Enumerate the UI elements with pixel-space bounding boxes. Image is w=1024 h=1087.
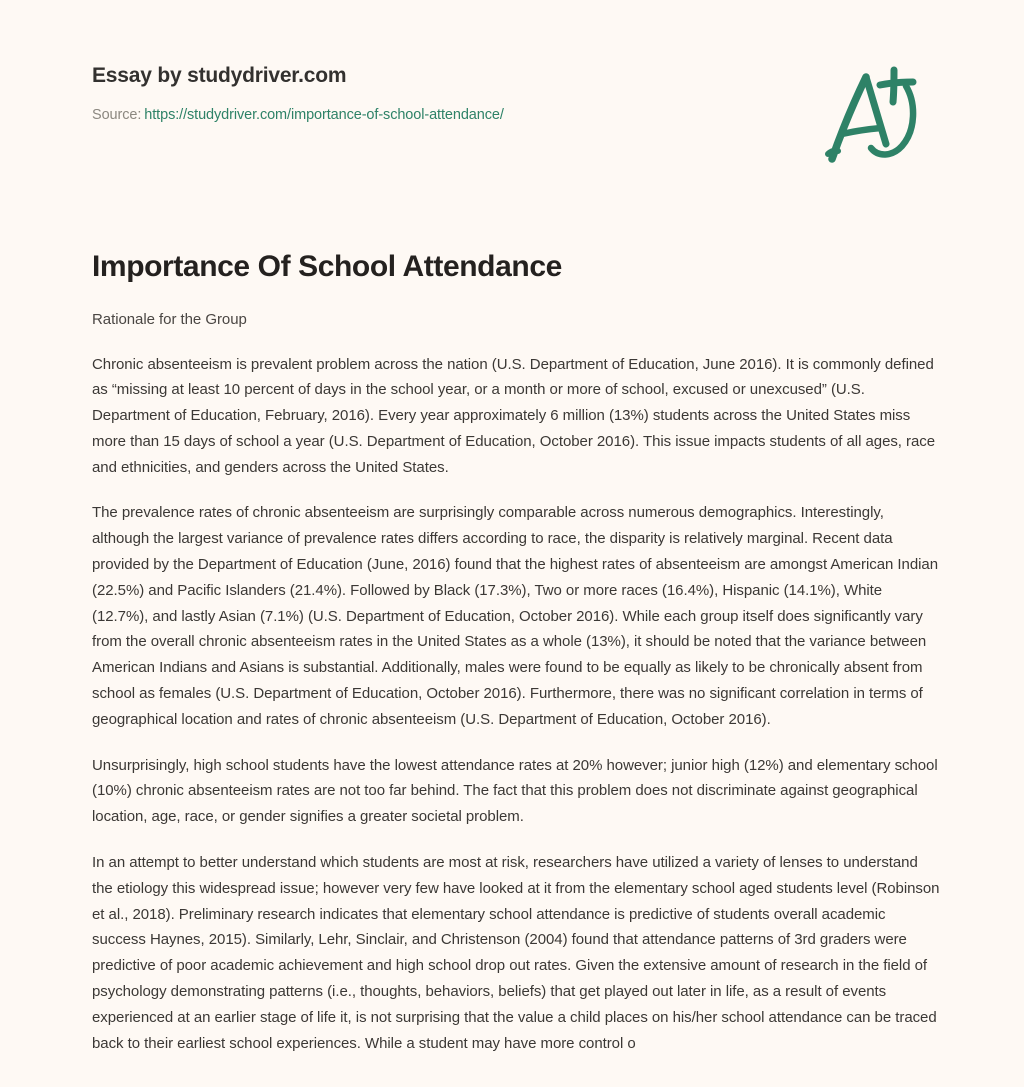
essay-attribution-heading: Essay by studydriver.com bbox=[92, 64, 347, 87]
body-paragraph: Unsurprisingly, high school students have the lowest attendance rates at 20% however; junior high (12%) and elementary school (10%) chronic absenteeism rates are not too far behind. The fact that this problem does not discriminate against geographical location, age, race, or gender signifies a greater societal problem. bbox=[92, 756, 938, 826]
a-plus-icon bbox=[818, 58, 938, 178]
section-subheading: Rationale for the Group bbox=[92, 310, 247, 328]
body-paragraph: The prevalence rates of chronic absenteeism are surprisingly comparable across numerous demographics. Interestingly, although the largest variance of prevalence rates differs according to race, the disparity is relatively marginal. Recent data provided by the Department of Education (June, 2016) found that the highest rates of absenteeism are amongst American Indian (22.5%) and Pacific Islanders (21.4%). Followed by Black (17.3%), Two or more races (16.4%), Hispanic (14.1%), White (12.7%), and lastly Asian (7.1%) (U.S. Department of Education, October 2016). While each group itself does significantly vary from the overall chronic absenteeism rates in the United States as a whole (13%), it should be noted that the variance between American Indians and Asians is substantial. Additionally, males were found to be equally as likely to be chronically absent from school as females (U.S. Department of Education, October 2016). Furthermore, there was no significant correlation in terms of geographical location and rates of chronic absenteeism (U.S. Department of Education, October 2016). bbox=[92, 504, 938, 728]
page-title: Importance Of School Attendance bbox=[92, 250, 562, 283]
a-plus-logo bbox=[818, 58, 938, 178]
source-label: Source: bbox=[92, 107, 142, 124]
source-url-link[interactable]: https://studydriver.com/importance-of-school-attendance/ bbox=[144, 107, 504, 124]
brand-block bbox=[92, 62, 792, 125]
body-paragraph: In an attempt to better understand which students are most at risk, researchers have utilized a variety of lenses to understand the etiology this widespread issue; however very few have looked at it from the elementary school aged students level (Robinson et al., 2018). Preliminary research indicates that elementary school attendance is predictive of students overall academic success Haynes, 2015). Similarly, Lehr, Sinclair, and Christenson (2004) found that attendance patterns of 3rd graders were predictive of poor academic achievement and high school drop out rates. Given the extensive amount of research in the field of psychology demonstrating patterns (i.e., thoughts, behaviors, beliefs) that get played out later in life, as a result of events experienced at an earlier stage of life it, is not surprising that the value a child places on his/her school attendance can be traced back to their earliest school experiences. While a student may have more control o bbox=[92, 854, 940, 1052]
body-paragraph: Chronic absenteeism is prevalent problem across the nation (U.S. Department of Education, June 2016). It is commonly defined as “missing at least 10 percent of days in the school year, or a month or more of school, excused or unexcused” (U.S. Department of Education, February, 2016). Every year approximately 6 million (13%) students across the United States miss more than 15 days of school a year (U.S. Department of Education, October 2016). This issue impacts students of all ages, race and ethnicities, and genders across the United States. bbox=[92, 355, 936, 476]
document-content bbox=[92, 248, 940, 1056]
source-line bbox=[92, 89, 792, 125]
page-header bbox=[0, 0, 1024, 190]
